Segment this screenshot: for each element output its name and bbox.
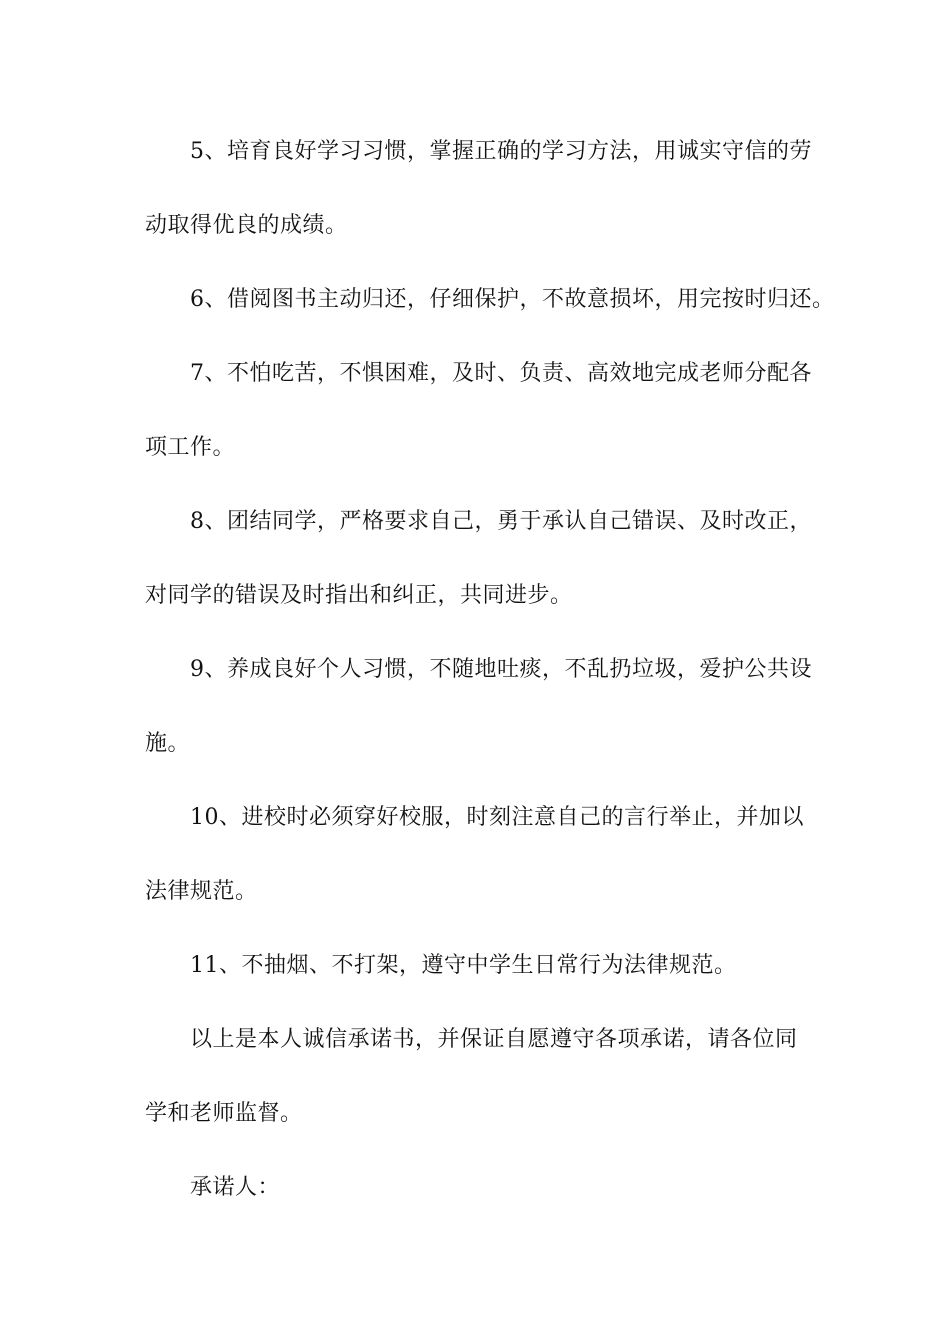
item-5-line-2: 动取得优良的成绩。 — [145, 213, 348, 238]
item-5-line-1: 5、培育良好学习习惯，掌握正确的学习方法，用诚实守信的劳 — [190, 139, 812, 164]
item-7-line-2: 项工作。 — [145, 435, 236, 460]
item-10-line-2: 法律规范。 — [145, 879, 258, 904]
item-8-line-2: 对同学的错误及时指出和纠正，共同进步。 — [145, 583, 573, 608]
item-8-line-1: 8、团结同学，严格要求自己，勇于承认自己错误、及时改正， — [190, 509, 812, 534]
closing-line-1: 以上是本人诚信承诺书，并保证自愿遵守各项承诺，请各位同 — [190, 1027, 798, 1052]
item-9-line-2: 施。 — [145, 731, 191, 756]
closing-line-2: 学和老师监督。 — [145, 1101, 303, 1126]
item-10-line-1: 10、进校时必须穿好校服，时刻注意自己的言行举止，并加以 — [190, 805, 804, 830]
item-9-line-1: 9、养成良好个人习惯，不随地吐痰，不乱扔垃圾，爱护公共设 — [190, 657, 812, 682]
signature-label: 承诺人： — [190, 1175, 281, 1200]
item-11-line-1: 11、不抽烟、不打架，遵守中学生日常行为法律规范。 — [190, 953, 737, 978]
item-6-line-1: 6、借阅图书主动归还，仔细保护，不故意损坏，用完按时归还。 — [190, 287, 835, 312]
item-7-line-1: 7、不怕吃苦，不惧困难，及时、负责、高效地完成老师分配各 — [190, 361, 812, 386]
